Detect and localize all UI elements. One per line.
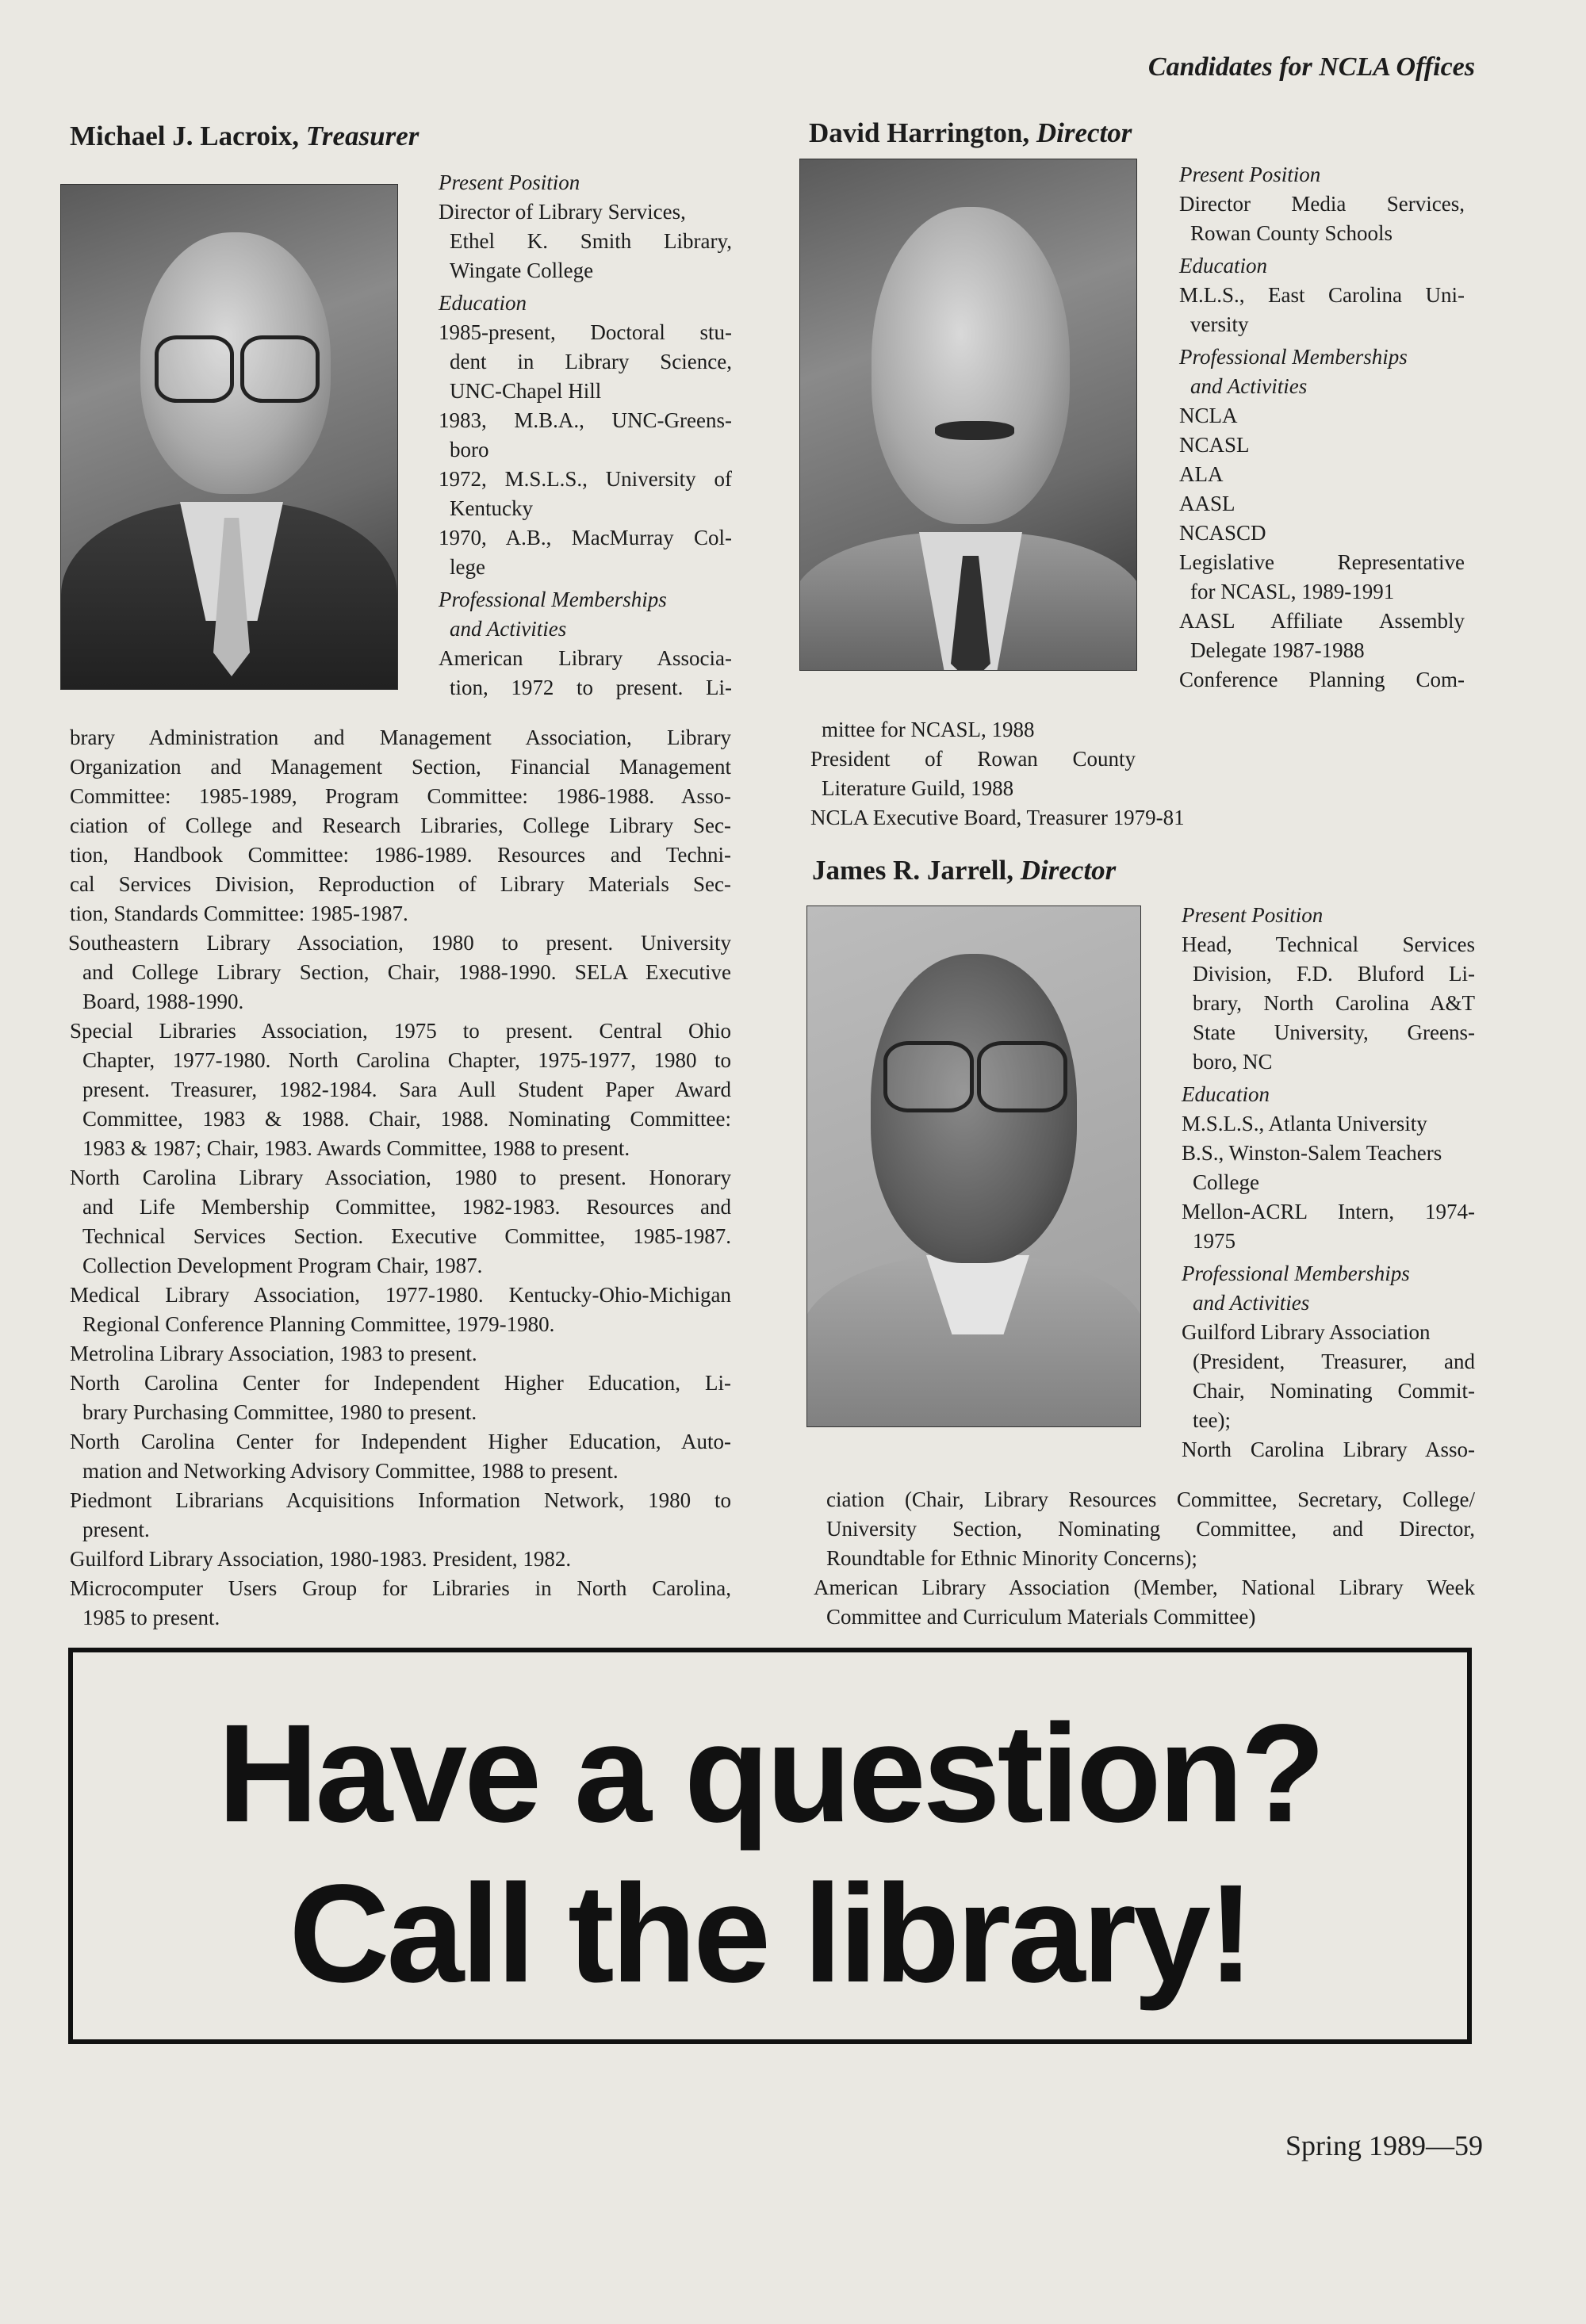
membership-line: ciation (Chair, Library Resources Committee, Secretary, College/ [826,1487,1475,1511]
membership-line: present. Treasurer, 1982-1984. Sara Aull Student Paper Award [82,1078,731,1101]
education-line: Mellon-ACRL Intern, 1974- [1182,1200,1475,1223]
ad-headline-line-1: Have a question? [217,1696,1323,1851]
membership-line: (President, Treasurer, and [1193,1350,1475,1373]
memberships-label: and Activities [450,617,567,641]
membership-line: American Library Association (Member, National Library Week [814,1575,1475,1599]
membership-line: Guilford Library Association, 1980-1983. President, 1982. [70,1547,572,1571]
membership-line: tion, Standards Committee: 1985-1987. [70,902,408,925]
candidate-details-harrington [1179,160,1465,695]
present-position-line: boro, NC [1193,1050,1273,1074]
membership-line: Metrolina Library Association, 1983 to present. [70,1342,477,1365]
candidate-name-harrington [809,117,1132,149]
present-position-line: Division, F.D. Bluford Li- [1193,962,1475,986]
membership-line: and College Library Section, Chair, 1988-1990. SELA Executive [82,960,731,984]
membership-line: North Carolina Library Association, 1980 to present. Honorary [70,1166,731,1189]
membership-line: North Carolina Library Asso- [1182,1438,1475,1461]
membership-line: Roundtable for Ethnic Minority Concerns); [826,1546,1197,1570]
membership-line: AASL [1179,492,1235,515]
membership-line: President of Rowan County [810,747,1136,771]
memberships-label: and Activities [1190,374,1308,398]
present-position-label: Present Position [439,170,580,194]
membership-line: Southeastern Library Association, 1980 to present. University [68,931,731,955]
present-position-line: brary, North Carolina A&T [1193,991,1475,1015]
education-line: UNC-Chapel Hill [450,379,602,403]
candidate-name-lacroix [70,121,419,152]
running-head: Candidates for NCLA Offices [1147,52,1475,82]
membership-line: 1983 & 1987; Chair, 1983. Awards Committee, 1988 to present. [82,1136,630,1160]
membership-line: Collection Development Program Chair, 1987. [82,1254,483,1277]
education-line: versity [1190,312,1249,336]
membership-line: North Carolina Center for Independent Higher Education, Li- [70,1371,731,1395]
membership-line: AASL Affiliate Assembly [1179,609,1465,633]
membership-line: Legislative Representative [1179,550,1465,574]
education-label: Education [439,291,527,315]
membership-line: Medical Library Association, 1977-1980. Kentucky-Ohio-Michigan [70,1283,731,1307]
present-position-label: Present Position [1182,903,1324,927]
membership-line: cal Services Division, Reproduction of Library Materials Sec- [70,872,731,896]
education-line: M.L.S., East Carolina Uni- [1179,283,1465,307]
membership-line: and Life Membership Committee, 1982-1983. Resources and [82,1195,731,1219]
memberships-list-harrington [810,715,1239,833]
present-position-line: Rowan County Schools [1190,221,1393,245]
education-label: Education [1182,1082,1270,1106]
education-line: M.S.L.S., Atlanta University [1182,1112,1427,1135]
education-line: 1975 [1193,1229,1235,1253]
membership-line: present. [82,1518,150,1541]
membership-line: Committee: 1985-1989, Program Committee: 1986-1988. Asso- [70,784,731,808]
membership-line: NCASCD [1179,521,1266,545]
education-line: dent in Library Science, [450,350,732,373]
membership-line: tee); [1193,1408,1231,1432]
present-position-line: Ethel K. Smith Library, [450,229,732,253]
membership-line: tion, Handbook Committee: 1986-1989. Resources and Techni- [70,843,731,867]
membership-line: NCLA Executive Board, Treasurer 1979-81 [810,806,1185,829]
candidate-details-lacroix [439,168,732,703]
membership-line: North Carolina Center for Independent Higher Education, Auto- [70,1430,731,1453]
membership-line: Microcomputer Users Group for Libraries in North Carolina, [70,1576,731,1600]
membership-line: for NCASL, 1989-1991 [1190,580,1395,603]
portrait-photo-lacroix [60,184,398,690]
candidate-name: David Harrington, [809,117,1030,148]
education-line: boro [450,438,489,461]
membership-line: Delegate 1987-1988 [1190,638,1365,662]
education-line: 1972, M.S.L.S., University of [439,467,732,491]
education-line: B.S., Winston-Salem Teachers [1182,1141,1442,1165]
membership-line: Committee, 1983 & 1988. Chair, 1988. Nominating Committee: [82,1107,731,1131]
membership-line: brary Administration and Management Association, Library [70,726,731,749]
membership-line: Chair, Nominating Commit- [1193,1379,1475,1403]
membership-line: Piedmont Librarians Acquisitions Information Network, 1980 to [70,1488,731,1512]
membership-line: Literature Guild, 1988 [822,776,1014,800]
membership-line: Chapter, 1977-1980. North Carolina Chapter, 1975-1977, 1980 to [82,1048,731,1072]
present-position-line: Wingate College [450,258,594,282]
memberships-label: Professional Memberships [439,588,667,611]
membership-line: Regional Conference Planning Committee, 1979-1980. [82,1312,555,1336]
membership-line: Special Libraries Association, 1975 to present. Central Ohio [70,1019,731,1043]
membership-line: Board, 1988-1990. [82,990,244,1013]
present-position-line: Director of Library Services, [439,200,686,224]
education-line: 1985-present, Doctoral stu- [439,320,732,344]
membership-line: Conference Planning Com- [1179,668,1465,691]
membership-line: mittee for NCASL, 1988 [822,718,1035,741]
education-line: 1970, A.B., MacMurray Col- [439,526,732,549]
membership-line: University Section, Nominating Committee, and Director, [826,1517,1475,1541]
membership-line: ALA [1179,462,1224,486]
membership-line: Committee and Curriculum Materials Committee) [826,1605,1256,1629]
candidate-name: James R. Jarrell, [812,855,1014,886]
candidate-name-jarrell [812,855,1116,886]
membership-line: 1985 to present. [82,1606,220,1629]
education-line: 1983, M.B.A., UNC-Greens- [439,408,732,432]
membership-line: Organization and Management Section, Financial Management [70,755,731,779]
membership-line: tion, 1972 to present. Li- [450,676,732,699]
present-position-line: Head, Technical Services [1182,932,1475,956]
page-folio: Spring 1989—59 [1285,2130,1483,2161]
membership-line: Guilford Library Association [1182,1320,1431,1344]
candidate-role: Treasurer [305,121,419,151]
present-position-line: State University, Greens- [1193,1020,1475,1044]
ad-headline-line-2: Call the library! [289,1856,1251,2012]
membership-line: brary Purchasing Committee, 1980 to present. [82,1400,477,1424]
education-label: Education [1179,254,1267,278]
memberships-list-jarrell [814,1485,1475,1632]
education-line: lege [450,555,485,579]
education-line: College [1193,1170,1259,1194]
membership-line: mation and Networking Advisory Committee, 1988 to present. [82,1459,619,1483]
membership-line: NCASL [1179,433,1250,457]
memberships-label: Professional Memberships [1179,345,1408,369]
candidate-name: Michael J. Lacroix, [70,121,300,151]
membership-line: American Library Associa- [439,646,732,670]
memberships-label: Professional Memberships [1182,1262,1410,1285]
portrait-photo-jarrell [806,905,1141,1427]
memberships-label: and Activities [1193,1291,1310,1315]
membership-line: ciation of College and Research Libraries, College Library Sec- [70,814,731,837]
membership-line: Technical Services Section. Executive Committee, 1985-1987. [82,1224,731,1248]
present-position-line: Director Media Services, [1179,192,1465,216]
education-line: Kentucky [450,496,533,520]
membership-line: NCLA [1179,404,1238,427]
memberships-list-lacroix [70,723,731,1633]
portrait-photo-harrington [799,159,1137,671]
library-ad-box [68,1648,1472,2044]
present-position-label: Present Position [1179,163,1321,186]
candidate-role: Director [1020,855,1117,886]
candidate-role: Director [1036,117,1132,148]
candidate-details-jarrell [1182,901,1475,1464]
